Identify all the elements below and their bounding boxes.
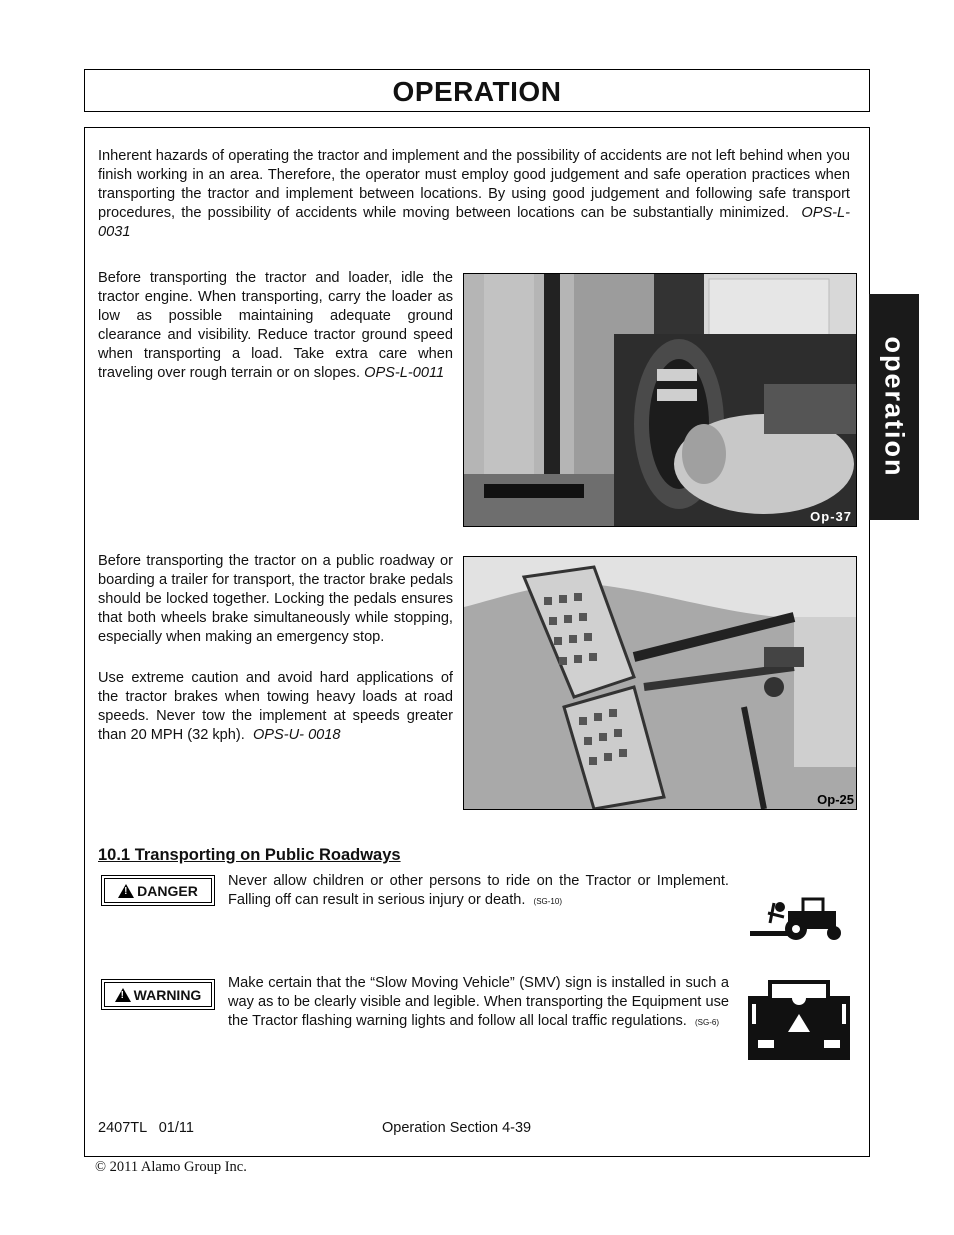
danger-code: (SG-10)	[533, 896, 562, 906]
loader-text: Before transporting the tractor and loader, idle the tractor engine. When transporting, carry the loader as low as possible maintaining adequate ground clearance and visibility. Reduce tractor ground speed when transporting a load. Take extra care when traveling over rough terrain or on slopes.	[98, 270, 453, 381]
smv-sign-icon	[748, 976, 850, 1060]
danger-signal	[101, 875, 215, 906]
danger-text: Never allow children or other persons to ride on the Tractor or Implement. Falling off can result in serious injury or death.	[228, 873, 729, 908]
loader-code: OPS-L-0011	[364, 364, 445, 381]
brake-photo-label: Op-25	[817, 792, 854, 807]
brake-paragraph-2	[98, 669, 453, 745]
footer-model: 2407TL 01/11	[98, 1120, 194, 1136]
warning-label: WARNING	[133, 986, 202, 1003]
brake-paragraph-1	[98, 552, 453, 647]
danger-paragraph	[228, 872, 729, 912]
warning-text: Make certain that the “Slow Moving Vehicle” (SMV) sign is installed in such a way as to be clearly visible and legible. When transporting the Equipment use the Tractor flashing warning lights and follow all local traffic regulations.	[228, 975, 729, 1029]
brake-code: OPS-U- 0018	[252, 726, 341, 743]
footer-section: Operation Section 4-39	[382, 1120, 532, 1136]
page-title: OPERATION	[392, 76, 562, 107]
danger-label: DANGER	[137, 882, 198, 899]
copyright: © 2011 Alamo Group Inc.	[95, 1159, 247, 1175]
rider-fall-icon	[748, 893, 844, 941]
warning-code: (SG-6)	[694, 1017, 719, 1027]
brake-text-1: Before transporting the tractor on a public roadway or boarding a trailer for transport, the tractor brake pedals should be locked together. Locking the pedals ensures that both wheels brake simultaneously while stopping, especially when making an emergency stop.	[98, 553, 453, 645]
side-tab-label: operation	[879, 336, 910, 478]
loader-paragraph	[98, 269, 453, 382]
warning-paragraph	[228, 974, 729, 1033]
brake-text-2: Use extreme caution and avoid hard applications of the tractor brakes when towing heavy loads at road speeds. Never tow the implement at speeds greater than 20 MPH (32 kph).	[98, 670, 453, 743]
side-tab	[869, 294, 919, 520]
alert-triangle-icon	[118, 884, 134, 898]
brake-pedals-photo	[463, 556, 857, 810]
intro-paragraph	[98, 147, 850, 242]
warning-signal	[101, 979, 215, 1010]
section-heading: 10.1 Transporting on Public Roadways	[98, 846, 401, 864]
page-header	[84, 69, 870, 112]
loader-photo-label: Op-37	[810, 509, 852, 524]
loader-joystick-photo	[463, 273, 857, 527]
intro-code: OPS-L- 0031	[98, 204, 851, 240]
alert-triangle-icon	[115, 988, 131, 1002]
intro-text: Inherent hazards of operating the tractor and implement and the possibility of accidents are not left behind when you finish working in an area. Therefore, the operator must employ good judgement and safe operation practices when transporting the tractor and implement between locations. By using good judgement and following safe transport procedures, the possibility of accidents while moving between locations can be substantially minimized.	[98, 148, 850, 221]
